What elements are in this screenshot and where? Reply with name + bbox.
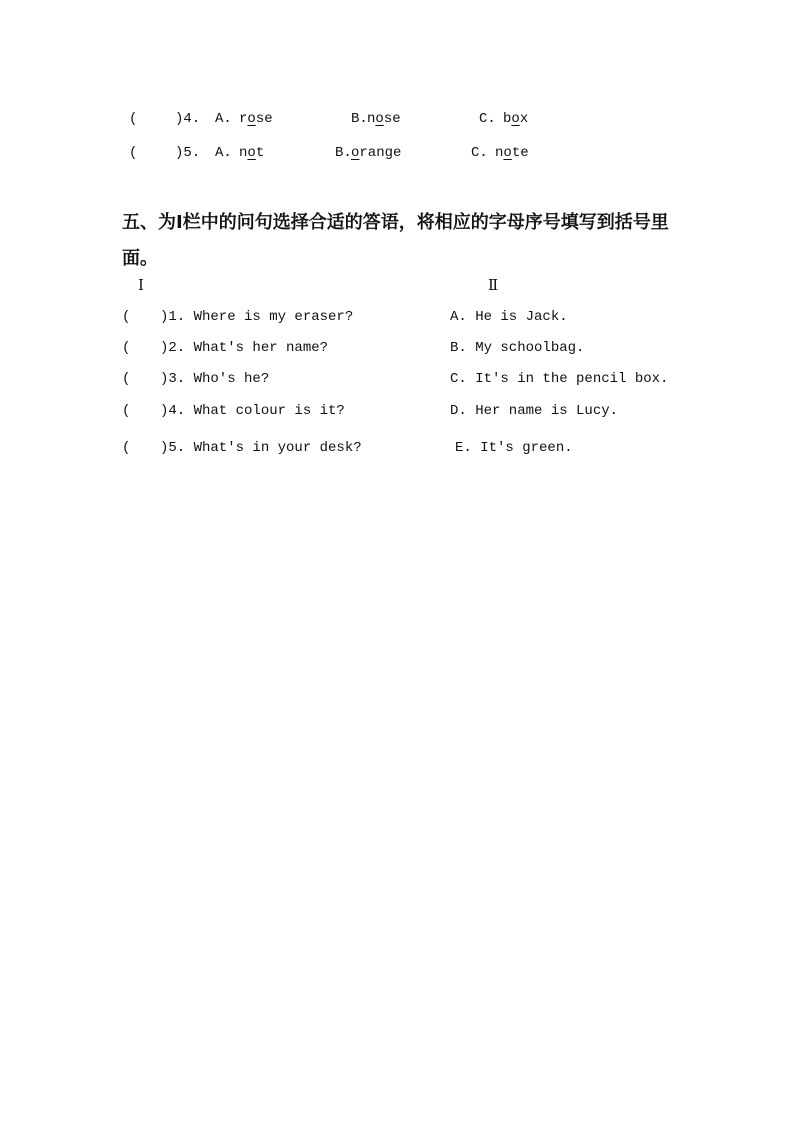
option-a-word: rose bbox=[239, 111, 273, 127]
option-b-label: B. bbox=[335, 145, 352, 161]
item-number: )4. bbox=[175, 111, 201, 127]
option-c-label: C. bbox=[479, 111, 496, 127]
option-a-label: A. bbox=[215, 111, 232, 127]
answer-option: A. He is Jack. bbox=[450, 309, 568, 325]
option-a-label: A. bbox=[215, 145, 232, 161]
phonics-item-4 bbox=[129, 109, 649, 129]
question-text: )3. Who's he? bbox=[160, 371, 270, 387]
answer-bracket[interactable]: ( bbox=[122, 340, 131, 356]
option-c-label: C. bbox=[471, 145, 488, 161]
answer-bracket[interactable]: ( bbox=[122, 371, 131, 387]
option-a-word: not bbox=[239, 145, 265, 161]
option-b-word: nose bbox=[367, 111, 401, 127]
question-text: )2. What's her name? bbox=[160, 340, 329, 356]
answer-option: D. Her name is Lucy. bbox=[450, 403, 619, 419]
match-row-5 bbox=[122, 438, 682, 458]
option-b-label: B. bbox=[351, 111, 368, 127]
column-2-header: Ⅱ bbox=[488, 276, 499, 294]
answer-bracket[interactable]: ( bbox=[129, 111, 138, 127]
option-c-word: note bbox=[495, 145, 529, 161]
match-row-3 bbox=[122, 369, 682, 389]
match-row-1 bbox=[122, 307, 682, 327]
answer-bracket[interactable]: ( bbox=[122, 403, 131, 419]
question-text: )4. What colour is it? bbox=[160, 403, 345, 419]
answer-option: E. It's green. bbox=[455, 440, 573, 456]
answer-bracket[interactable]: ( bbox=[122, 309, 131, 325]
phonics-item-5 bbox=[129, 143, 649, 163]
match-row-4 bbox=[122, 401, 682, 421]
option-b-word: orange bbox=[351, 145, 402, 161]
answer-bracket[interactable]: ( bbox=[122, 440, 131, 456]
question-text: )5. What's in your desk? bbox=[160, 440, 362, 456]
column-1-header: Ⅰ bbox=[138, 276, 144, 294]
section-5-title: 五、为Ⅰ栏中的问句选择合适的答语，将相应的字母序号填写到括号里面。 bbox=[122, 212, 669, 269]
item-number: )5. bbox=[175, 145, 201, 161]
answer-option: B. My schoolbag. bbox=[450, 340, 585, 356]
answer-option: C. It's in the pencil box. bbox=[450, 371, 669, 387]
option-c-word: box bbox=[503, 111, 529, 127]
question-text: )1. Where is my eraser? bbox=[160, 309, 354, 325]
match-row-2 bbox=[122, 338, 682, 358]
answer-bracket[interactable]: ( bbox=[129, 145, 138, 161]
